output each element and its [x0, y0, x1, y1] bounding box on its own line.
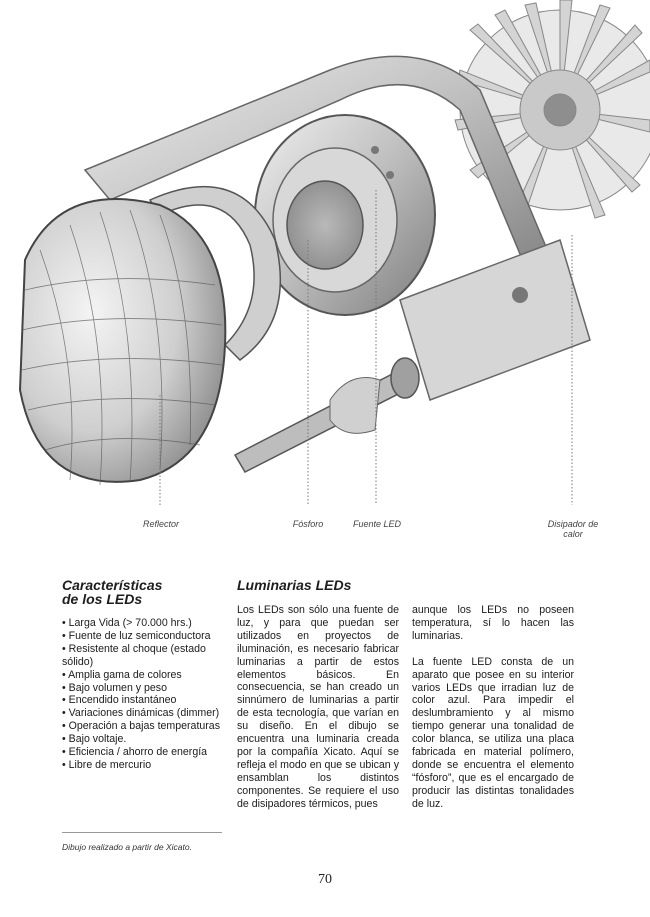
features-title	[62, 578, 162, 606]
feature-item: • Eficiencia / ahorro de energía	[62, 746, 208, 759]
feature-item: • Bajo voltaje.	[62, 733, 127, 746]
page-number: 70	[318, 872, 332, 887]
feature-item: • Variaciones dinámicas (dimmer)	[62, 707, 220, 720]
article-paragraph: Los LEDs son sólo una fuente de luz, y para que puedan ser utilizados en proyectos de iluminación, es necesario fabricar luminarias a partir de estos elementos básicos. En consecuencia, se han creado un sinnúmero de luminarias a partir de esta tecnología, que varían en su diseño. En el dibujo se encuentra una luminaria creada por la compañía Xicato. Aquí se refleja el modo en que se ubican y ensamblan los distintos componentes. Se requiere el uso de disipadores térmicos, pues	[237, 604, 399, 810]
feature-item: • Encendido instantáneo	[62, 694, 177, 707]
features-list	[62, 617, 227, 772]
footnote-divider	[62, 832, 222, 833]
article-column-1	[237, 604, 399, 824]
reflector-drawing	[20, 199, 225, 485]
feature-item: • Operación a bajas temperaturas	[62, 720, 220, 733]
label-phosphor: Fósforo	[292, 519, 324, 529]
features-title-line2: de los LEDs	[62, 591, 143, 607]
feature-item: • Resistente al choque (estado sólido)	[62, 642, 206, 668]
illustration-credit: Dibujo realizado a partir de Xicato.	[62, 842, 192, 852]
article-column-2	[412, 604, 574, 824]
led-source-drawing	[255, 115, 435, 315]
feature-item: • Libre de mercurio	[62, 758, 152, 771]
feature-item: • Amplia gama de colores	[62, 668, 182, 681]
article-title: Luminarias LEDs	[237, 577, 352, 593]
label-reflector: Reflector	[142, 519, 179, 529]
feature-item: • Larga Vida (> 70.000 hrs.)	[62, 617, 192, 629]
rod-drawing	[235, 358, 419, 472]
article-paragraph: La fuente LED consta de un aparato que posee en su interior varios LEDs que irradian luz de color azul. Para impedir el deslumbramiento y al mismo tiempo generar una tonalidad de color blanca, se utiliza una placa fabricada en material polímero, donde se encuentra el elemento “fósforo”, que es el encargado de producir las distintas tonalidades de luz.	[412, 655, 574, 810]
article-paragraph: aunque los LEDs no poseen temperatura, sí lo hacen las luminarias.	[412, 604, 574, 642]
feature-item: • Fuente de luz semiconductora	[62, 629, 211, 642]
label-heatsink: Disipador de calor	[547, 519, 599, 539]
features-title-line1: Características	[62, 577, 163, 593]
label-led-source: Fuente LED	[352, 519, 402, 529]
feature-item: • Bajo volumen y peso	[62, 681, 167, 694]
